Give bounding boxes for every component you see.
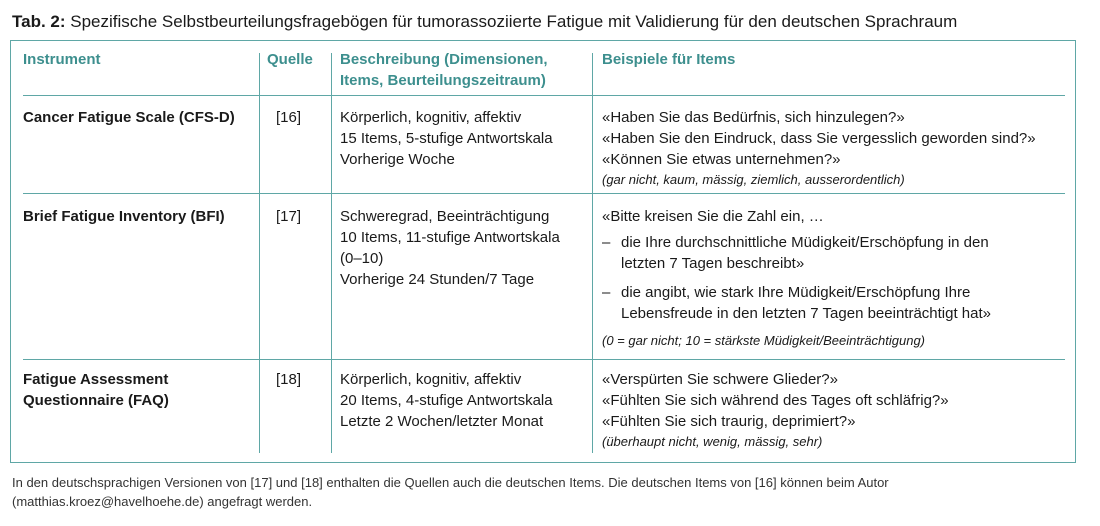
row2-description-2: 10 Items, 11-stufige Antwortskala (340, 229, 560, 246)
row3-description-1: Körperlich, kognitiv, affektiv (340, 371, 522, 388)
row1-instrument: Cancer Fatigue Scale (CFS-D) (23, 109, 235, 126)
column-divider (331, 53, 332, 453)
column-divider (592, 53, 593, 453)
row1-description-2: 15 Items, 5-stufige Antwortskala (340, 130, 553, 147)
row2-description-4: Vorherige 24 Stunden/7 Tage (340, 271, 535, 288)
row1-example-3: «Können Sie etwas unternehmen?» (602, 151, 841, 168)
header-examples: Beispiele für Items (602, 51, 736, 68)
header-instrument: Instrument (23, 51, 101, 68)
header-description-line1: Beschreibung (Dimensionen, (340, 51, 548, 68)
row3-example-1: «Verspürten Sie schwere Glieder?» (602, 371, 838, 388)
row2-subitem-1-line2: letzten 7 Tagen beschreibt» (621, 255, 805, 272)
row3-example-3: «Fühlten Sie sich traurig, deprimiert?» (602, 413, 856, 430)
row3-scale: (überhaupt nicht, wenig, mässig, sehr) (602, 434, 823, 449)
row2-dash-2: – (602, 284, 611, 301)
row3-description-3: Letzte 2 Wochen/letzter Monat (340, 413, 544, 430)
row1-example-1: «Haben Sie das Bedürfnis, sich hinzulegen?» (602, 109, 905, 126)
row1-source: [16] (276, 109, 302, 126)
row2-scale: (0 = gar nicht; 10 = stärkste Müdigkeit/Beeinträchtigung) (602, 333, 926, 348)
header-description-line2: Items, Beurteilungszeitraum) (340, 72, 546, 89)
row2-subitem-2-line2: Lebensfreude in den letzten 7 Tagen beeinträchtigt hat» (621, 305, 992, 322)
row3-instrument-line1: Fatigue Assessment (23, 371, 169, 388)
table-caption (12, 10, 957, 34)
row1-example-2: «Haben Sie den Eindruck, dass Sie vergesslich geworden sind?» (602, 130, 1036, 147)
row1-scale: (gar nicht, kaum, mässig, ziemlich, ausserordentlich) (602, 172, 905, 187)
row3-source: [18] (276, 371, 302, 388)
row3-description-2: 20 Items, 4-stufige Antwortskala (340, 392, 553, 409)
footnote-line1: In den deutschsprachigen Versionen von [17] und [18] enthalten die Quellen auch die deutschen Items. Die deutschen Items von [16] können beim Autor (12, 475, 889, 490)
header-divider (23, 95, 1065, 96)
footnote (12, 473, 889, 511)
row-divider (23, 193, 1065, 194)
row2-example-1: «Bitte kreisen Sie die Zahl ein, … (602, 208, 824, 225)
caption-text: Spezifische Selbstbeurteilungsfragebögen für tumorassoziierte Fatigue mit Validierung für den deutschen Sprachraum (70, 12, 958, 31)
footnote-line2: (matthias.kroez@havelhoehe.de) angefragt werden. (12, 494, 313, 509)
row1-description-1: Körperlich, kognitiv, affektiv (340, 109, 522, 126)
table (10, 40, 1076, 463)
row2-description-1: Schweregrad, Beeinträchtigung (340, 208, 550, 225)
caption-label: Tab. 2: (12, 12, 66, 31)
row3-example-2: «Fühlten Sie sich während des Tages oft schläfrig?» (602, 392, 949, 409)
row3-instrument-line2: Questionnaire (FAQ) (23, 392, 169, 409)
row2-subitem-2-line1: die angibt, wie stark Ihre Müdigkeit/Erschöpfung Ihre (621, 284, 971, 301)
row2-description-3: (0–10) (340, 250, 384, 267)
column-divider (259, 53, 260, 453)
row2-instrument: Brief Fatigue Inventory (BFI) (23, 208, 225, 225)
row1-description-3: Vorherige Woche (340, 151, 455, 168)
row-divider (23, 359, 1065, 360)
header-source: Quelle (267, 51, 313, 68)
row2-subitem-1-line1: die Ihre durchschnittliche Müdigkeit/Erschöpfung in den (621, 234, 989, 251)
row2-source: [17] (276, 208, 302, 225)
row2-dash-1: – (602, 234, 611, 251)
